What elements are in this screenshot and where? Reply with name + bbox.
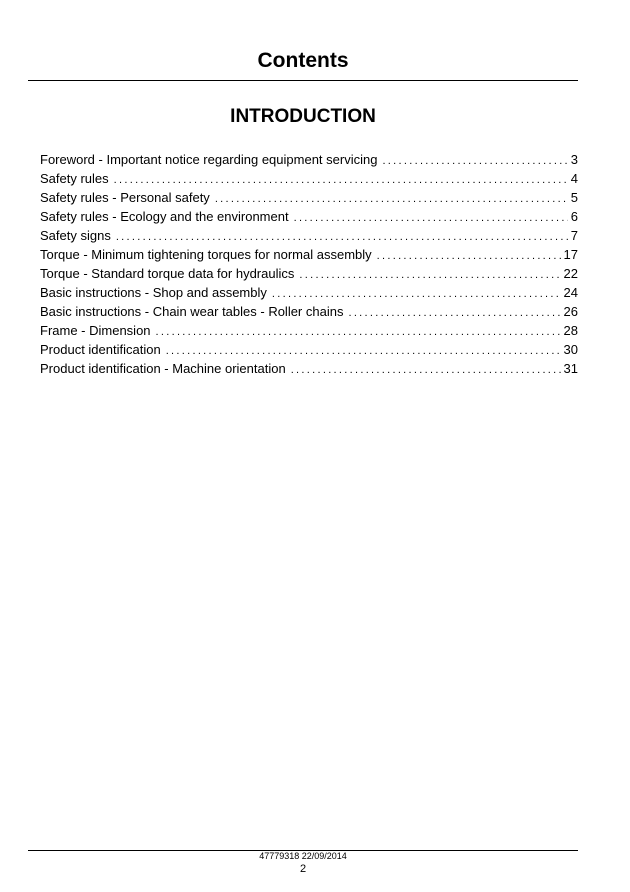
toc-entry-title: Torque - Minimum tightening torques for normal assembly [40,247,372,262]
toc-entry-page: 26 [563,304,578,319]
toc-entry-title: Safety rules - Ecology and the environment [40,209,289,224]
toc-entry-title: Torque - Standard torque data for hydraulics [40,266,295,281]
toc-entry[interactable] [40,245,578,264]
toc-entry-title: Safety rules [40,171,109,186]
toc-entry-title: Product identification [40,342,161,357]
dot-leader [299,266,560,285]
dot-leader [377,247,561,266]
page-number: 2 [299,863,307,875]
toc-entry-page: 6 [570,209,578,224]
toc-entry-page: 7 [570,228,578,243]
toc-entry[interactable] [40,283,578,302]
toc-entry[interactable] [40,226,578,245]
dot-leader [382,152,567,171]
toc-entry-page: 28 [563,323,578,338]
toc-entry[interactable] [40,321,578,340]
toc-entry-page: 4 [570,171,578,186]
toc-entry-page: 24 [563,285,578,300]
toc-entry[interactable] [40,340,578,359]
page-title: Contents [257,49,349,72]
toc-entry-title: Product identification - Machine orientation [40,361,286,376]
section-heading: INTRODUCTION [230,106,376,127]
toc-entry[interactable] [40,207,578,226]
toc-entry[interactable] [40,150,578,169]
toc-entry-title: Basic instructions - Shop and assembly [40,285,267,300]
toc-entry-title: Safety rules - Personal safety [40,190,210,205]
toc-entry-title: Basic instructions - Chain wear tables - Roller chains [40,304,344,319]
dot-leader [156,323,561,342]
dot-leader [348,304,560,323]
dot-leader [291,361,561,380]
toc-entry-page: 31 [563,361,578,376]
toc-entry[interactable] [40,169,578,188]
table-of-contents [40,150,578,378]
toc-entry-page: 5 [570,190,578,205]
toc-entry-title: Frame - Dimension [40,323,151,338]
toc-entry-page: 17 [563,247,578,262]
dot-leader [294,209,568,228]
toc-entry[interactable] [40,188,578,207]
toc-entry[interactable] [40,302,578,321]
toc-entry[interactable] [40,359,578,378]
toc-entry-page: 30 [563,342,578,357]
header-divider [28,80,578,81]
toc-entry[interactable] [40,264,578,283]
toc-entry-title: Safety signs [40,228,111,243]
toc-entry-page: 22 [563,266,578,281]
document-id: 47779318 22/09/2014 [259,851,347,861]
toc-entry-page: 3 [570,152,578,167]
toc-entry-title: Foreword - Important notice regarding equipment servicing [40,152,378,167]
